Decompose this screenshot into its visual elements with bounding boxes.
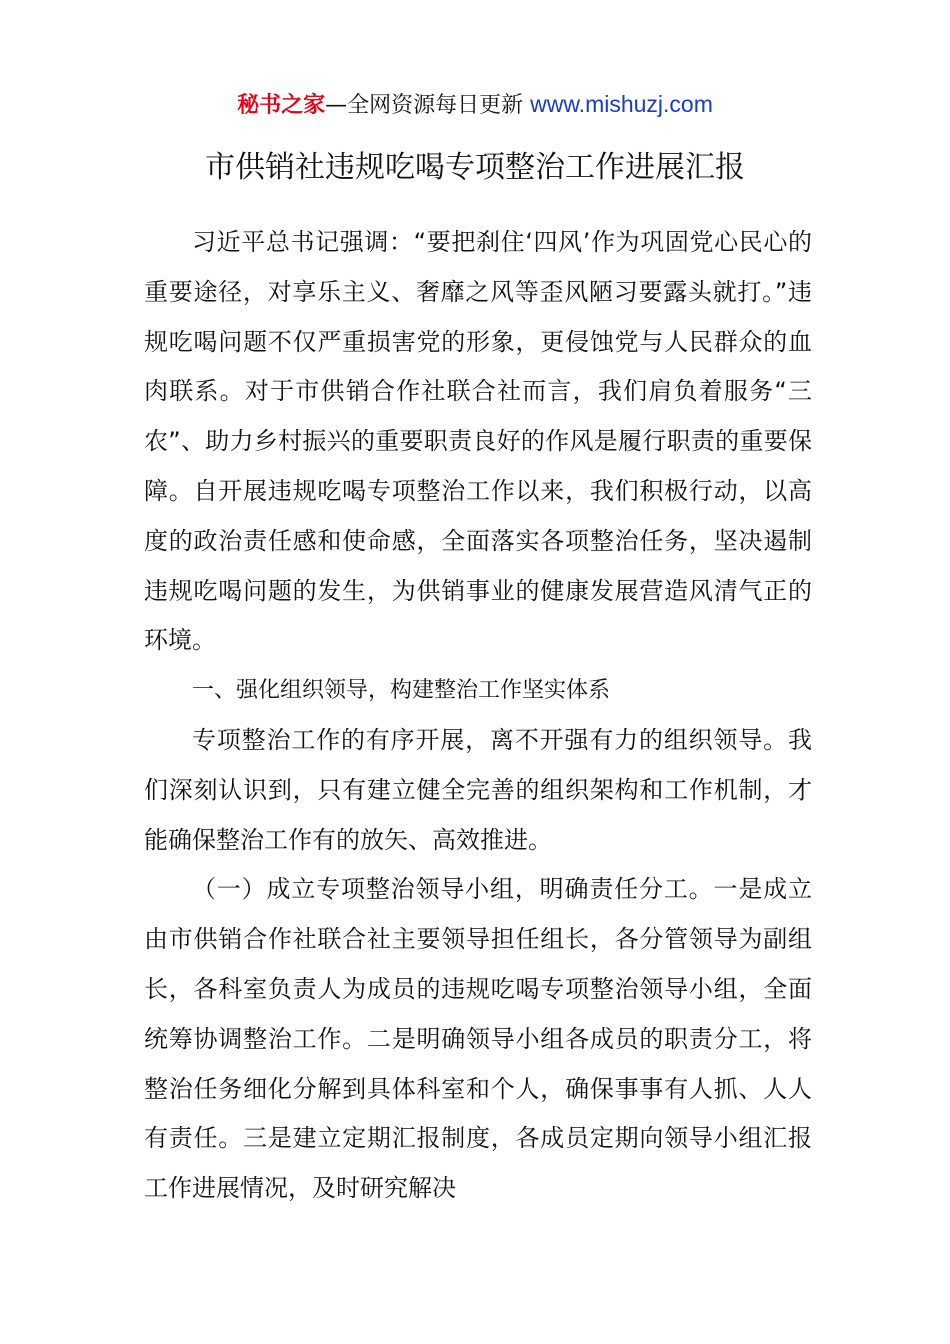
header-slogan: —全网资源每日更新 — [325, 93, 524, 118]
site-url-link[interactable]: www.mishuzj.com — [530, 91, 713, 117]
paragraph-intro: 习近平总书记强调：“要把刹住‘四风’作为巩固党心民心的重要途径，对享乐主义、奢靡之风等歪风陋习要露头就打。”违规吃喝问题不仅严重损害党的形象，更侵蚀党与人民群众的血肉联系。对于市供销合作社联合社而言，我们肩负着服务“三农”、助力乡村振兴的重要职责良好的作风是履行职责的重要保障。自开展违规吃喝专项整治工作以来，我们积极行动，以高度的政治责任感和使命感，全面落实各项整治任务，坚决遏制违规吃喝问题的发生，为供销事业的健康发展营造风清气正的环境。 — [144, 228, 812, 655]
section-heading-1: 一、强化组织领导，构建整治工作坚实体系 — [192, 678, 611, 704]
document-title: 市供销社违规吃喝专项整治工作进展汇报 — [205, 150, 745, 185]
paragraph-section-1: 专项整治工作的有序开展，离不开强有力的组织领导。我们深刻认识到，只有建立健全完善的组织架构和工作机制，才能确保整治工作有的放矢、高效推进。 — [144, 725, 812, 854]
brand-name: 秘书之家 — [237, 93, 326, 118]
document-body — [144, 218, 812, 1214]
paragraph-subsection-1: （一）成立专项整治领导小组，明确责任分工。一是成立由市供销合作社联合社主要领导担任组长，各分管领导为副组长，各科室负责人为成员的违规吃喝专项整治领导小组，全面统筹协调整治工作。二是明确领导小组各成员的职责分工，将整治任务细化分解到具体科室和个人，确保事事有人抓、人人有责任。三是建立定期汇报制度，各成员定期向领导小组汇报工作进展情况，及时研究解决 — [144, 875, 812, 1203]
site-header — [0, 88, 950, 122]
